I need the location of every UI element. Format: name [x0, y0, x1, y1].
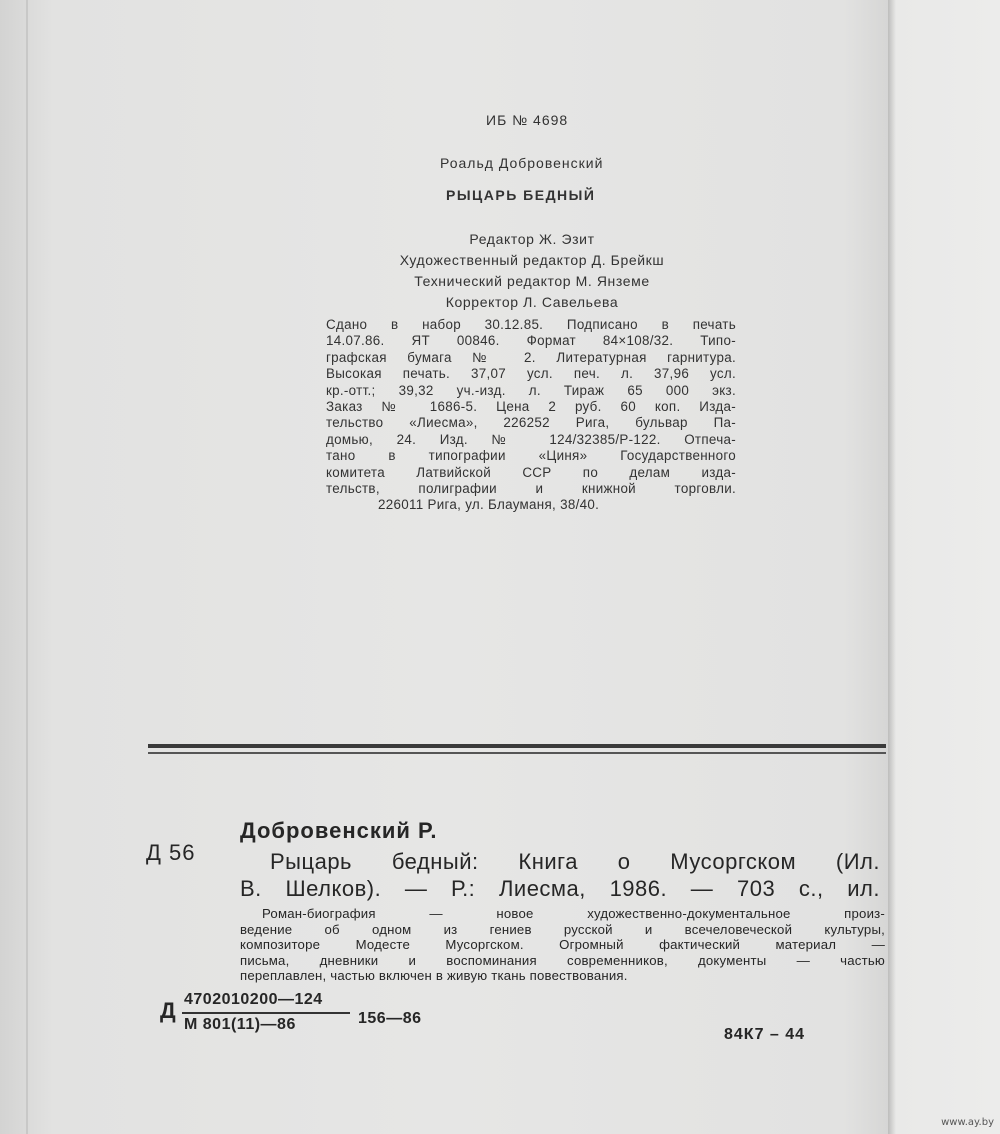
annotation-line: композиторе Модесте Мусоргском. Огромный фактический материал — — [240, 937, 885, 953]
annotation-line: переплавлен, частью включен в живую ткань повествования. — [240, 968, 628, 984]
specs-line: 226011 Рига, ул. Блауманя, 38/40. — [378, 497, 600, 513]
specs-line: Заказ № 1686-5. Цена 2 руб. 60 коп. Изда- — [326, 399, 736, 415]
specs-line: домью, 24. Изд. № 124/32385/Р-122. Отпеча- — [326, 431, 736, 447]
specs-line: Высокая печать. 37,07 усл. печ. л. 37,96 усл. — [326, 366, 736, 382]
specs-line: тельство «Лиесма», 226252 Рига, бульвар Па- — [326, 415, 736, 431]
bbk-code: 84К7 – 44 — [724, 1026, 806, 1043]
annotation-line: Роман-биография — новое художественно-документальное произ- — [262, 906, 885, 921]
staff-proofreader: Корректор Л. Савельева — [445, 294, 619, 310]
specs-line: тано в типографии «Циня» Государственного — [326, 448, 736, 464]
staff-list — [362, 229, 702, 313]
imprint-title: РЫЦАРЬ БЕДНЫЙ — [446, 187, 596, 203]
card-code: Д 56 — [146, 840, 196, 865]
staff-art-editor: Художественный редактор Д. Брейкш — [399, 252, 665, 268]
specs-line: комитета Латвийской ССР по делам изда- — [326, 464, 736, 480]
specs-line: графская бумага № 2. Литературная гарнитура. — [326, 349, 736, 365]
print-specs — [326, 317, 736, 514]
page-gutter — [26, 0, 28, 1134]
annotation-line: письма, дневники и воспоминания современников, документы — частью — [240, 952, 885, 968]
watermark: www.ay.by — [941, 1117, 994, 1128]
specs-line: Сдано в набор 30.12.85. Подписано в печать — [326, 317, 736, 332]
fraction-line — [182, 1012, 350, 1014]
staff-tech-editor: Технический редактор М. Янземе — [414, 273, 650, 289]
divider-rule-thin — [148, 752, 886, 754]
card-author-heading: Добровенский Р. — [240, 818, 438, 843]
fraction-right: 156—86 — [358, 1010, 422, 1027]
card-title-line: В. Шелков). — Р.: Лиесма, 1986. — 703 с., ил. — [240, 876, 880, 901]
specs-line: 14.07.86. ЯТ 00846. Формат 84×108/32. Типо- — [326, 333, 736, 349]
annotation-line: ведение об одном из гениев русской и всечеловеческой культуры, — [240, 921, 885, 937]
staff-editor: Редактор Ж. Эзит — [469, 231, 595, 247]
card-annotation — [240, 906, 885, 984]
card-title-line: Рыцарь бедный: Книга о Мусоргском (Ил. — [270, 849, 880, 874]
divider-rule — [148, 744, 886, 748]
specs-line: тельств, полиграфии и книжной торговли. — [326, 481, 736, 497]
ib-number: ИБ № 4698 — [486, 112, 569, 128]
index-letter: Д — [160, 998, 176, 1023]
fraction-bottom: М 801(11)—86 — [184, 1016, 296, 1033]
imprint-author: Роальд Добровенский — [440, 155, 604, 171]
specs-line: кр.-отт.; 39,32 уч.-изд. л. Тираж 65 000 экз. — [326, 382, 736, 398]
fraction-top: 4702010200—124 — [184, 991, 323, 1008]
adjacent-page-edge — [888, 0, 1000, 1134]
